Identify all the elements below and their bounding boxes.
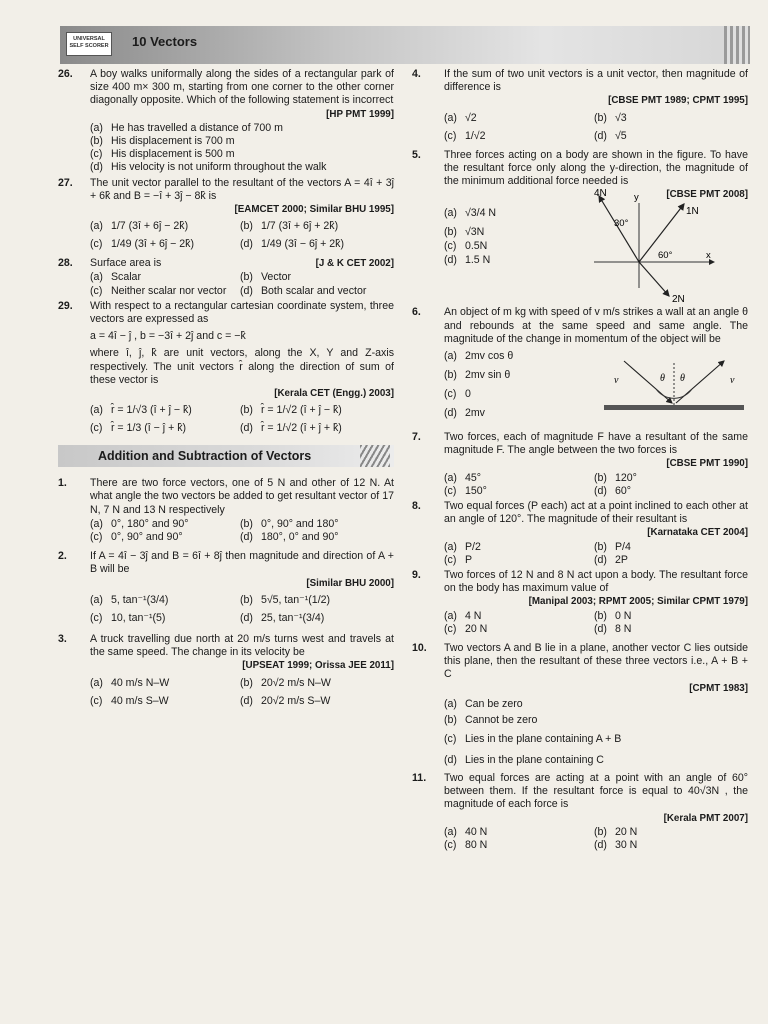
- option-c[interactable]: [444, 623, 594, 636]
- option-label: (d): [444, 753, 457, 766]
- option-text: His velocity is not uniform throughout the walk: [110, 161, 327, 174]
- options: [444, 541, 748, 567]
- option-a[interactable]: [90, 401, 240, 419]
- option-text: r̂ = 1/√3 (î + ĵ − k̂): [110, 404, 192, 417]
- option-a[interactable]: [90, 674, 240, 692]
- option-a[interactable]: [444, 610, 594, 623]
- question-equation: a = 4î − ĵ , b = −3î + 2ĵ and c = −k̂: [90, 330, 246, 343]
- question-source: [Karnataka CET 2004]: [647, 527, 748, 539]
- option-label: (d): [594, 129, 607, 142]
- question-number: 9.: [412, 569, 421, 582]
- force-4n-arrow: [599, 196, 639, 262]
- option-text: 20√2 m/s S–W: [260, 694, 331, 707]
- option-label: (a): [90, 121, 103, 134]
- option-text: 4 N: [464, 609, 482, 622]
- option-c[interactable]: [444, 839, 594, 852]
- option-c[interactable]: [444, 728, 748, 750]
- option-label: (b): [594, 540, 607, 553]
- option-label: (c): [90, 611, 103, 624]
- option-c[interactable]: [90, 609, 240, 627]
- option-label: (d): [240, 531, 253, 544]
- option-label: (c): [444, 388, 457, 401]
- option-d[interactable]: [240, 285, 390, 298]
- question-number: 28.: [58, 257, 73, 270]
- option-label: (c): [90, 148, 103, 161]
- option-label: (d): [240, 238, 253, 251]
- option-label: (b): [240, 676, 253, 689]
- option-text: P/4: [614, 540, 631, 553]
- option-text: r̂ = 1/3 (î − ĵ + k̂): [110, 422, 187, 435]
- question-number: 7.: [412, 431, 421, 444]
- option-b[interactable]: [444, 366, 584, 385]
- option-label: (a): [90, 676, 103, 689]
- question-text: Surface area is: [90, 257, 162, 270]
- option-text: Cannot be zero: [464, 713, 538, 726]
- option-label: (b): [240, 271, 253, 284]
- option-text: √2: [464, 111, 477, 124]
- option-label: (c): [444, 129, 457, 142]
- question-1: [58, 477, 394, 544]
- option-label: (b): [240, 593, 253, 606]
- option-text: 40 m/s S–W: [110, 694, 169, 707]
- option-label: (d): [90, 161, 103, 174]
- options: [90, 271, 394, 297]
- question-text: Two forces of 12 N and 8 N act upon a body. The resultant force on the body has maximum value of: [444, 569, 748, 595]
- options: [444, 202, 554, 266]
- question-text: Two forces, each of magnitude F have a resultant of the same magnitude F. The angle between the two forces is: [444, 431, 748, 457]
- option-label: (c): [90, 422, 103, 435]
- option-b[interactable]: [444, 224, 554, 240]
- question-source: [CBSE PMT 1989; CPMT 1995]: [608, 95, 748, 107]
- option-c[interactable]: [444, 485, 594, 498]
- option-text: Lies in the plane containing A + B: [464, 732, 622, 745]
- option-text: 60°: [614, 484, 631, 497]
- question-5: [412, 148, 748, 306]
- option-c[interactable]: [90, 235, 240, 253]
- option-a[interactable]: [444, 347, 584, 366]
- option-text: P: [464, 553, 473, 566]
- option-label: (c): [90, 531, 103, 544]
- option-text: Both scalar and vector: [260, 284, 367, 297]
- option-text: Vector: [260, 271, 291, 284]
- option-text: 2P: [614, 553, 628, 566]
- options: [90, 217, 394, 253]
- option-label: (c): [444, 732, 457, 745]
- question-source: [UPSEAT 1999; Orissa JEE 2011]: [242, 660, 394, 672]
- question-number: 6.: [412, 306, 421, 319]
- options: [444, 696, 748, 770]
- option-d[interactable]: [90, 161, 394, 174]
- option-label: (c): [90, 284, 103, 297]
- option-label: (a): [444, 471, 457, 484]
- option-text: 0°, 90° and 180°: [260, 517, 339, 530]
- question-text: There are two force vectors, one of 5 N and other of 12 N. At what angle the two vectors be added to get resultant vector of 17 N, 7 N and 13 N respectively: [90, 477, 394, 516]
- option-a[interactable]: [90, 518, 240, 531]
- question-28: [58, 257, 394, 298]
- question-7: [412, 431, 748, 498]
- option-a[interactable]: [90, 591, 240, 609]
- label-2n: 2N: [672, 294, 685, 306]
- question-text: With respect to a rectangular cartesian coordinate system, three vectors are expressed as: [90, 299, 394, 326]
- option-text: 5√5, tan⁻¹(1/2): [260, 593, 331, 606]
- question-source: [EAMCET 2000; Similar BHU 1995]: [234, 204, 394, 216]
- question-text: A truck travelling due north at 20 m/s turns west and travels at the same speed. The change in its velocity be: [90, 632, 394, 659]
- option-text: 10, tan⁻¹(5): [110, 611, 166, 624]
- force-2n-arrow: [639, 262, 669, 296]
- question-number: 8.: [412, 500, 421, 513]
- option-text: √3: [614, 111, 627, 124]
- option-b[interactable]: [594, 472, 744, 485]
- label-v-out: v: [730, 375, 735, 387]
- option-label: (d): [594, 484, 607, 497]
- options: [444, 347, 584, 423]
- header-stripes: [724, 26, 750, 64]
- option-text: 20 N: [464, 622, 488, 635]
- question-9: [412, 569, 748, 636]
- force-diagram: [554, 188, 754, 306]
- option-label: (d): [240, 422, 253, 435]
- option-label: (a): [90, 593, 103, 606]
- option-text: 2mv cos θ: [464, 350, 514, 363]
- option-label: (b): [240, 517, 253, 530]
- option-b[interactable]: [240, 401, 390, 419]
- question-number: 27.: [58, 176, 73, 189]
- option-text: 1/49 (3î + 6ĵ − 2k̂): [110, 238, 194, 251]
- option-label: (c): [90, 694, 103, 707]
- label-y: y: [634, 192, 639, 204]
- question-text: The unit vector parallel to the resultant of the vectors A = 4î + 3ĵ + 6k̂ and B = −î + 3ĵ − 8k̂ is: [90, 176, 394, 202]
- question-source: [J & K CET 2002]: [315, 258, 394, 270]
- option-a[interactable]: [444, 109, 594, 127]
- question-text: If the sum of two unit vectors is a unit vector, then magnitude of difference is: [444, 68, 748, 94]
- option-label: (d): [444, 253, 457, 266]
- option-b[interactable]: [240, 674, 390, 692]
- question-number: 11.: [412, 771, 427, 784]
- question-row: [90, 257, 394, 270]
- option-a[interactable]: [444, 696, 748, 712]
- question-6: [412, 306, 748, 425]
- option-label: (d): [240, 284, 253, 297]
- option-label: (a): [444, 207, 457, 220]
- option-d[interactable]: [594, 623, 744, 636]
- option-label: (d): [594, 838, 607, 851]
- option-text: 150°: [464, 484, 487, 497]
- options: [444, 472, 748, 498]
- option-c[interactable]: [444, 554, 594, 567]
- option-label: (b): [594, 111, 607, 124]
- question-text: Two vectors A and B lie in a plane, another vector C lies outside this plane, then the resultant of these three vectors i.e., A + B + C: [444, 642, 748, 681]
- label-4n: 4N: [594, 188, 607, 200]
- option-c[interactable]: [90, 285, 240, 298]
- option-text: Neither scalar nor vector: [110, 284, 227, 297]
- option-label: (c): [444, 484, 457, 497]
- option-b[interactable]: [240, 271, 390, 284]
- question-text-continued: where î, ĵ, k̂ are unit vectors, along the X, Y and Z-axis respectively. The unit vectors r̂ along the direction of sum of these vector is: [90, 347, 394, 386]
- option-d[interactable]: [594, 839, 744, 852]
- option-label: (a): [90, 271, 103, 284]
- option-label: (a): [90, 220, 103, 233]
- question-text: Two equal forces are acting at a point with an angle of 60° between them. If the resultant force is equal to 40√3N , the magnitude of each force is: [444, 771, 748, 811]
- option-text: 180°, 0° and 90°: [260, 531, 339, 544]
- options: [444, 109, 748, 145]
- question-text: Three forces acting on a body are shown in the figure. To have the resultant force only along the y-direction, the magnitude of the minimum additional force needed is: [444, 148, 748, 188]
- option-d[interactable]: [240, 235, 390, 253]
- option-a[interactable]: [90, 122, 394, 135]
- option-text: Lies in the plane containing C: [464, 753, 604, 766]
- option-label: (a): [444, 825, 457, 838]
- option-c[interactable]: [90, 419, 240, 437]
- chapter-title: 10 Vectors: [132, 34, 198, 49]
- option-label: (d): [444, 407, 457, 420]
- section-stripes: [360, 445, 390, 467]
- option-text: 0°, 90° and 90°: [110, 531, 183, 544]
- wall-rebound-diagram: [594, 353, 754, 415]
- question-10: [412, 642, 748, 770]
- question-number: 1.: [58, 477, 67, 490]
- option-text: √5: [614, 129, 627, 142]
- option-label: (d): [240, 611, 253, 624]
- option-text: r̂ = 1/√2 (î + ĵ − k̂): [260, 404, 342, 417]
- option-b[interactable]: [240, 591, 390, 609]
- option-text: 45°: [464, 471, 481, 484]
- option-a[interactable]: [444, 472, 594, 485]
- q6-body: [444, 347, 748, 425]
- option-text: 120°: [614, 471, 637, 484]
- option-d[interactable]: [240, 419, 390, 437]
- option-text: P/2: [464, 540, 481, 553]
- question-29: [58, 300, 394, 437]
- option-text: 1/49 (3î − 6ĵ + 2k̂): [260, 238, 344, 251]
- option-label: (a): [444, 350, 457, 363]
- option-label: (b): [444, 369, 457, 382]
- option-d[interactable]: [594, 554, 744, 567]
- question-text: If A = 4î − 3ĵ and B = 6î + 8ĵ then magnitude and direction of A + B will be: [90, 550, 394, 576]
- question-26: [58, 68, 394, 175]
- question-source: [Kerala CET (Engg.) 2003]: [274, 388, 394, 400]
- option-b[interactable]: [594, 610, 744, 623]
- option-text: 2mv: [464, 407, 485, 420]
- question-source: [CBSE PMT 1990]: [666, 458, 748, 470]
- option-d[interactable]: [594, 485, 744, 498]
- question-number: 4.: [412, 68, 421, 80]
- question-source: [HP PMT 1999]: [326, 108, 394, 120]
- option-b[interactable]: [594, 109, 744, 127]
- page-header: [60, 26, 750, 64]
- option-text: 20 N: [614, 825, 638, 838]
- option-label: (b): [444, 713, 457, 726]
- option-text: 0.5N: [464, 240, 488, 253]
- option-b[interactable]: [444, 712, 748, 728]
- option-d[interactable]: [240, 692, 390, 710]
- option-text: Scalar: [110, 271, 141, 284]
- option-b[interactable]: [594, 826, 744, 839]
- question-number: 3.: [58, 632, 67, 645]
- option-label: (d): [594, 553, 607, 566]
- options: [90, 122, 394, 175]
- option-text: 5, tan⁻¹(3/4): [110, 593, 169, 606]
- question-source: [Manipal 2003; RPMT 2005; Similar CPMT 1979]: [528, 596, 748, 608]
- option-label: (b): [90, 135, 103, 148]
- option-b[interactable]: [240, 518, 390, 531]
- section-heading: [58, 445, 394, 467]
- question-text: A boy walks uniformally along the sides of a rectangular park of size 400 m× 300 m, starting from one corner to the other corner diagonally opposite. Which of the following statement is incorrect: [90, 68, 394, 107]
- option-text: 30 N: [614, 838, 638, 851]
- option-text: 40 N: [464, 825, 488, 838]
- option-text: 8 N: [614, 622, 632, 635]
- option-a[interactable]: [444, 541, 594, 554]
- option-d[interactable]: [240, 609, 390, 627]
- option-text: 0: [464, 388, 471, 401]
- options: [90, 591, 394, 627]
- option-text: 25, tan⁻¹(3/4): [260, 611, 325, 624]
- option-d[interactable]: [444, 404, 584, 423]
- question-11: [412, 772, 748, 852]
- option-c[interactable]: [444, 127, 594, 145]
- option-label: (a): [444, 609, 457, 622]
- section-title: Addition and Subtraction of Vectors: [98, 449, 312, 464]
- option-b[interactable]: [90, 135, 394, 148]
- label-1n: 1N: [686, 206, 699, 218]
- option-label: (c): [444, 553, 457, 566]
- option-label: (d): [240, 694, 253, 707]
- option-text: r̂ = 1/√2 (î + ĵ + k̂): [260, 422, 342, 435]
- option-label: (a): [444, 697, 457, 710]
- option-text: 1/√2: [464, 129, 486, 142]
- option-d[interactable]: [444, 750, 748, 770]
- option-b[interactable]: [594, 541, 744, 554]
- question-source: [Similar BHU 2000]: [306, 577, 394, 589]
- options: [90, 401, 394, 437]
- option-label: (b): [240, 220, 253, 233]
- option-label: (b): [444, 226, 457, 239]
- option-text: 0°, 180° and 90°: [110, 517, 189, 530]
- option-label: (a): [444, 540, 457, 553]
- option-label: (b): [594, 609, 607, 622]
- option-text: √3N: [464, 226, 485, 239]
- option-text: His displacement is 700 m: [110, 135, 235, 148]
- question-number: 26.: [58, 68, 73, 80]
- option-d[interactable]: [240, 531, 390, 544]
- option-label: (c): [444, 838, 457, 851]
- option-text: 0 N: [614, 609, 632, 622]
- option-text: 1/7 (3î + 6ĵ + 2k̂): [260, 220, 339, 233]
- label-30deg: 30°: [614, 218, 629, 230]
- option-d[interactable]: [444, 254, 554, 267]
- label-x: x: [706, 250, 711, 262]
- option-text: 2mv sin θ: [464, 369, 511, 382]
- option-text: 80 N: [464, 838, 488, 851]
- options: [444, 610, 748, 636]
- question-8: [412, 500, 748, 567]
- option-c[interactable]: [444, 240, 554, 253]
- option-label: (c): [90, 238, 103, 251]
- question-number: 10.: [412, 642, 427, 655]
- question-source: [CPMT 1983]: [689, 682, 748, 694]
- question-source: [CBSE PMT 2008]: [666, 189, 748, 201]
- label-v-in: v: [614, 375, 619, 387]
- question-3: [58, 633, 394, 710]
- publisher-logo: UNIVERSAL SELF SCORER: [66, 32, 112, 56]
- option-a[interactable]: [444, 826, 594, 839]
- option-text: 1/7 (3î + 6ĵ − 2k̂): [110, 220, 189, 233]
- option-a[interactable]: [90, 271, 240, 284]
- option-text: 20√2 m/s N–W: [260, 676, 331, 689]
- option-label: (a): [444, 111, 457, 124]
- question-number: 29.: [58, 299, 73, 312]
- question-27: [58, 177, 394, 254]
- option-c[interactable]: [444, 385, 584, 404]
- option-a[interactable]: [444, 202, 554, 224]
- option-c[interactable]: [90, 148, 394, 161]
- options: [90, 518, 394, 544]
- option-text: √3/4 N: [464, 207, 497, 220]
- option-text: 40 m/s N–W: [110, 676, 170, 689]
- option-text: His displacement is 500 m: [110, 148, 235, 161]
- question-2: [58, 550, 394, 627]
- wall: [604, 405, 744, 410]
- option-label: (b): [594, 825, 607, 838]
- option-text: 1.5 N: [464, 253, 491, 266]
- option-label: (c): [444, 622, 457, 635]
- right-column: [412, 68, 748, 854]
- option-c[interactable]: [90, 692, 240, 710]
- option-label: (b): [240, 404, 253, 417]
- option-label: (a): [90, 517, 103, 530]
- label-60deg: 60°: [658, 250, 673, 262]
- option-text: Can be zero: [464, 697, 523, 710]
- question-number: 5.: [412, 148, 421, 161]
- option-text: He has travelled a distance of 700 m: [110, 121, 283, 134]
- option-d[interactable]: [594, 127, 744, 145]
- label-theta-2: θ: [680, 373, 685, 385]
- option-b[interactable]: [240, 217, 390, 235]
- option-label: (b): [594, 471, 607, 484]
- option-label: (a): [90, 404, 103, 417]
- question-text: Two equal forces (P each) act at a point inclined to each other at an angle of 120°. The magnitude of their resultant is: [444, 500, 748, 526]
- option-label: (d): [594, 622, 607, 635]
- options: [90, 674, 394, 710]
- question-4: [412, 68, 748, 145]
- option-a[interactable]: [90, 217, 240, 235]
- option-label: (c): [444, 240, 457, 253]
- question-number: 2.: [58, 550, 67, 563]
- question-text: An object of m kg with speed of v m/s strikes a wall at an angle θ and rebounds at the same speed and same angle. The magnitude of the change in momentum of the object will be: [444, 306, 748, 345]
- question-source: [Kerala PMT 2007]: [663, 812, 748, 824]
- options: [444, 826, 748, 852]
- left-column: [58, 68, 394, 712]
- label-theta-1: θ: [660, 373, 665, 385]
- option-c[interactable]: [90, 531, 240, 544]
